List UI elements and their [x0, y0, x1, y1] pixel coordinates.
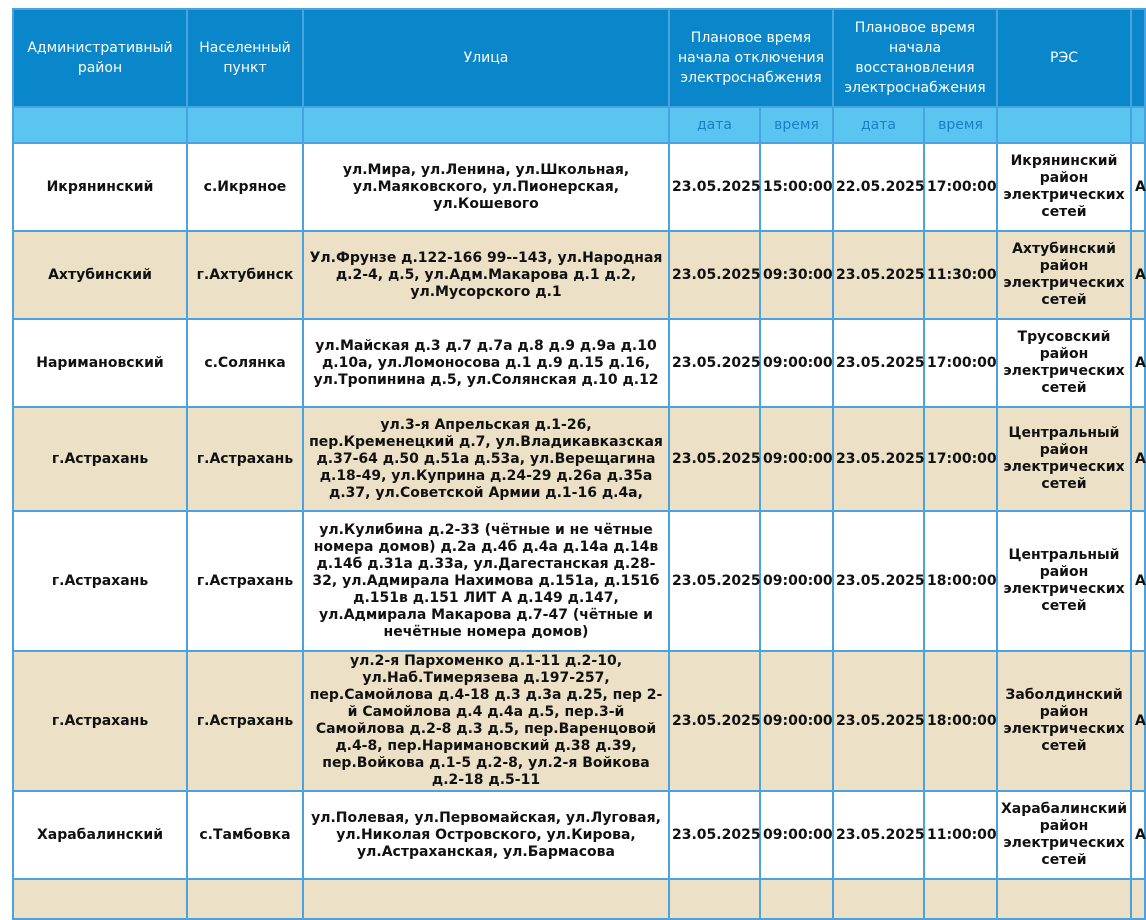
- header-cut: [1131, 9, 1145, 107]
- subheader-empty: [13, 107, 187, 143]
- cell-cut: А: [1131, 791, 1145, 879]
- subheader-off-date: дата: [669, 107, 760, 143]
- table-row: [13, 143, 1145, 231]
- header-settlement: Населенный пункт: [187, 9, 303, 107]
- subheader-empty: [187, 107, 303, 143]
- cell-cut: А: [1131, 231, 1145, 319]
- cell-cut: А: [1131, 511, 1145, 651]
- table-row-partial: [13, 879, 1145, 919]
- cell-off-time: 09:00:00: [760, 407, 833, 511]
- table-row: [13, 319, 1145, 407]
- header-district: Административный район: [13, 9, 187, 107]
- cell-on-time: 17:00:00: [924, 407, 997, 511]
- cell-off-date: 23.05.2025: [669, 143, 760, 231]
- subheader-on-time: время: [924, 107, 997, 143]
- table-row: [13, 231, 1145, 319]
- cell-settlement: г.Астрахань: [187, 407, 303, 511]
- cell-empty: [997, 879, 1131, 919]
- cell-street: ул.Мира, ул.Ленина, ул.Школьная, ул.Маяковского, ул.Пионерская, ул.Кошевого: [303, 143, 669, 231]
- cell-on-time: 18:00:00: [924, 511, 997, 651]
- cell-street: ул.Кулибина д.2-33 (чётные и не чётные номера домов) д.2а д.4б д.4а д.14а д.14в д.14б д.31а д.33а, ул.Дагестанская д.28-32, ул.Адмирала Нахимова д.151а, д.151б д.151в д.151 ЛИТ А д.149 д.147, ул.Адмирала Макарова д.7-47 (чётные и нечётные номера домов): [303, 511, 669, 651]
- header-street: Улица: [303, 9, 669, 107]
- cell-district: Харабалинский: [13, 791, 187, 879]
- cell-off-time: 09:30:00: [760, 231, 833, 319]
- cell-settlement: с.Тамбовка: [187, 791, 303, 879]
- subheader-off-time: время: [760, 107, 833, 143]
- table-row: [13, 791, 1145, 879]
- cell-empty: [669, 879, 760, 919]
- table-row: [13, 511, 1145, 651]
- cell-on-date: 23.05.2025: [833, 511, 924, 651]
- cell-district: г.Астрахань: [13, 407, 187, 511]
- subheader-on-date: дата: [833, 107, 924, 143]
- cell-off-time: 15:00:00: [760, 143, 833, 231]
- table-header-row: [13, 9, 1145, 107]
- cell-off-time: 09:00:00: [760, 319, 833, 407]
- cell-district: Наримановский: [13, 319, 187, 407]
- cell-off-date: 23.05.2025: [669, 651, 760, 791]
- subheader-empty: [997, 107, 1131, 143]
- cell-off-date: 23.05.2025: [669, 407, 760, 511]
- cell-street: ул.Полевая, ул.Первомайская, ул.Луговая, ул.Николая Островского, ул.Кирова, ул.Астраханская, ул.Бармасова: [303, 791, 669, 879]
- cell-res: Центральный район электрических сетей: [997, 407, 1131, 511]
- cell-off-date: 23.05.2025: [669, 319, 760, 407]
- table-row: [13, 651, 1145, 791]
- cell-district: г.Астрахань: [13, 511, 187, 651]
- outage-table: [12, 8, 1146, 920]
- cell-off-time: 09:00:00: [760, 651, 833, 791]
- cell-settlement: с.Солянка: [187, 319, 303, 407]
- cell-cut: А: [1131, 319, 1145, 407]
- cell-off-date: 23.05.2025: [669, 231, 760, 319]
- cell-empty: [760, 879, 833, 919]
- cell-on-date: 23.05.2025: [833, 231, 924, 319]
- cell-off-date: 23.05.2025: [669, 791, 760, 879]
- cell-cut: А: [1131, 143, 1145, 231]
- cell-off-time: 09:00:00: [760, 511, 833, 651]
- cell-empty: [924, 879, 997, 919]
- cell-district: Икрянинский: [13, 143, 187, 231]
- cell-on-time: 17:00:00: [924, 143, 997, 231]
- cell-district: Ахтубинский: [13, 231, 187, 319]
- subheader-empty: [1131, 107, 1145, 143]
- cell-res: Харабалинский район электрических сетей: [997, 791, 1131, 879]
- cell-street: Ул.Фрунзе д.122-166 99--143, ул.Народная д.2-4, д.5, ул.Адм.Макарова д.1 д.2, ул.Мусорского д.1: [303, 231, 669, 319]
- cell-on-date: 22.05.2025: [833, 143, 924, 231]
- cell-street: ул.2-я Пархоменко д.1-11 д.2-10, ул.Наб.Тимерязева д.197-257, пер.Самойлова д.4-18 д.3 д.3а д.25, пер 2-й Самойлова д.4 д.4а д.5, пер.3-й Самойлова д.2-8 д.3 д.5, пер.Варенцовой д.4-8, пер.Наримановский д.38 д.39, пер.Войкова д.1-5 д.2-8, ул.2-я Войкова д.2-18 д.5-11: [303, 651, 669, 791]
- cell-on-time: 17:00:00: [924, 319, 997, 407]
- cell-empty: [187, 879, 303, 919]
- cell-cut: А: [1131, 651, 1145, 791]
- cell-on-time: 11:30:00: [924, 231, 997, 319]
- cell-cut: А: [1131, 407, 1145, 511]
- cell-res: Трусовский район электрических сетей: [997, 319, 1131, 407]
- cell-on-date: 23.05.2025: [833, 407, 924, 511]
- subheader-empty: [303, 107, 669, 143]
- cell-district: г.Астрахань: [13, 651, 187, 791]
- header-off-time: Плановое время начала отключения электроснабжения: [669, 9, 833, 107]
- cell-res: Заболдинский район электрических сетей: [997, 651, 1131, 791]
- cell-empty: [13, 879, 187, 919]
- cell-on-date: 23.05.2025: [833, 319, 924, 407]
- cell-street: ул.Майская д.3 д.7 д.7а д.8 д.9 д.9а д.10 д.10а, ул.Ломоносова д.1 д.9 д.15 д.16, ул.Тропинина д.5, ул.Солянская д.10 д.12: [303, 319, 669, 407]
- cell-empty: [833, 879, 924, 919]
- table-row: [13, 407, 1145, 511]
- cell-off-time: 09:00:00: [760, 791, 833, 879]
- cell-off-date: 23.05.2025: [669, 511, 760, 651]
- cell-on-date: 23.05.2025: [833, 651, 924, 791]
- cell-settlement: г.Астрахань: [187, 651, 303, 791]
- header-res: РЭС: [997, 9, 1131, 107]
- cell-street: ул.3-я Апрельская д.1-26, пер.Кременецкий д.7, ул.Владикавказская д.37-64 д.50 д.51а д.53а, ул.Верещагина д.18-49, ул.Куприна д.24-29 д.26а д.35а д.37, ул.Советской Армии д.1-16 д.4а,: [303, 407, 669, 511]
- cell-res: Ахтубинский район электрических сетей: [997, 231, 1131, 319]
- header-on-time: Плановое время начала восстановления электроснабжения: [833, 9, 997, 107]
- cell-on-date: 23.05.2025: [833, 791, 924, 879]
- cell-on-time: 18:00:00: [924, 651, 997, 791]
- cell-on-time: 11:00:00: [924, 791, 997, 879]
- cell-settlement: г.Астрахань: [187, 511, 303, 651]
- cell-settlement: г.Ахтубинск: [187, 231, 303, 319]
- cell-res: Центральный район электрических сетей: [997, 511, 1131, 651]
- cell-empty: [303, 879, 669, 919]
- table-subheader-row: [13, 107, 1145, 143]
- cell-res: Икрянинский район электрических сетей: [997, 143, 1131, 231]
- cell-settlement: с.Икряное: [187, 143, 303, 231]
- cell-empty: [1131, 879, 1145, 919]
